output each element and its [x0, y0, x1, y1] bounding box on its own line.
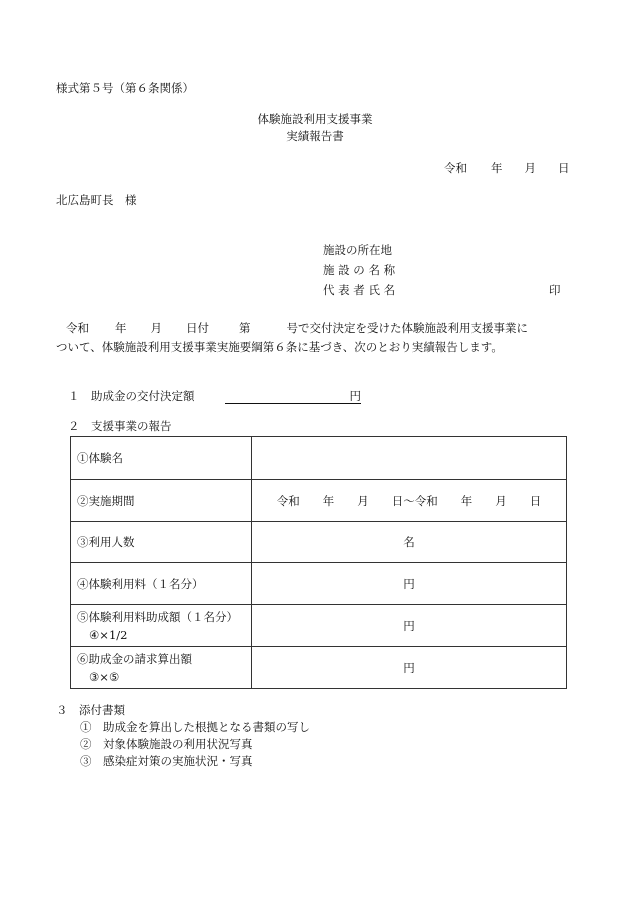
- section2-label: ２ 支援事業の報告: [68, 419, 172, 433]
- row-label: ③利用人数: [71, 522, 252, 563]
- row-value-field[interactable]: 円: [252, 605, 567, 647]
- body-dayfu: 日付: [186, 321, 209, 335]
- row-label: ①体験名: [71, 437, 252, 480]
- date-line: [444, 160, 570, 176]
- body-era: 令和: [66, 321, 89, 335]
- attachment-item: ② 対象体験施設の利用状況写真: [80, 737, 253, 751]
- attachment-item: ① 助成金を算出した根拠となる書類の写し: [80, 720, 310, 734]
- table-row: [71, 647, 567, 689]
- facility-name-label: 施 設 の 名 称: [323, 263, 396, 277]
- section1: [68, 388, 361, 404]
- body-paragraph-line2: ついて、体験施設利用支援事業実施要綱第６条に基づき、次のとおり実績報告します。: [56, 340, 503, 354]
- row-value-field[interactable]: 名: [252, 522, 567, 563]
- row-label: ②実施期間: [71, 480, 252, 522]
- representative-name-label: 代 表 者 氏 名: [323, 283, 396, 297]
- table-row: [71, 480, 567, 522]
- form-number: 様式第５号（第６条関係）: [56, 81, 194, 95]
- body-text-after: 号で交付決定を受けた体験施設利用支援事業に: [286, 321, 528, 335]
- section1-label: １ 助成金の交付決定額: [68, 389, 195, 403]
- date-era: 令和: [444, 161, 467, 175]
- attachment-item: ③ 感染症対策の実施状況・写真: [80, 754, 253, 768]
- row-value-field[interactable]: 令和 年 月 日～令和 年 月 日: [252, 480, 567, 522]
- body-month: 月: [150, 321, 162, 335]
- document-title-line2: 実績報告書: [286, 129, 344, 143]
- document-title-line1: 体験施設利用支援事業: [257, 112, 373, 126]
- row-formula: ③×⑤: [89, 670, 120, 684]
- body-dai: 第: [239, 321, 251, 335]
- section1-unit: 円: [349, 389, 361, 403]
- table-row: [71, 437, 567, 480]
- row-value-field[interactable]: 円: [252, 563, 567, 605]
- row-label-cell: [71, 605, 252, 647]
- row-label-cell: [71, 647, 252, 689]
- table-row: [71, 563, 567, 605]
- addressee: 北広島町長 様: [56, 193, 137, 207]
- row-label: ④体験利用料（１名分）: [71, 563, 252, 605]
- report-table: [70, 436, 567, 689]
- body-paragraph-line1: [66, 320, 528, 336]
- grant-amount-field[interactable]: [225, 389, 350, 404]
- date-year: 年: [491, 161, 503, 175]
- row-label: ⑤体験利用料助成額（１名分）: [77, 610, 238, 624]
- row-label: ⑥助成金の請求算出額: [77, 652, 192, 666]
- date-month: 月: [524, 161, 536, 175]
- seal-mark: 印: [549, 283, 561, 297]
- table-row: [71, 522, 567, 563]
- row-value-field[interactable]: 円: [252, 647, 567, 689]
- facility-location-label: 施設の所在地: [323, 243, 392, 257]
- row-formula: ④×1/2: [89, 628, 128, 642]
- table-row: [71, 605, 567, 647]
- row-value-field[interactable]: [252, 437, 567, 480]
- section3-label: ３ 添付書類: [56, 703, 125, 717]
- body-year: 年: [115, 321, 127, 335]
- date-day: 日: [558, 161, 570, 175]
